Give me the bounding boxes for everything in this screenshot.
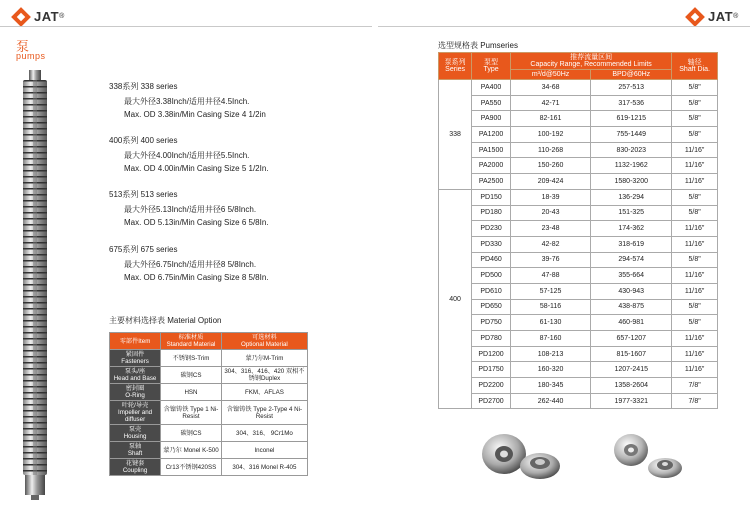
spec-m3: 61-130 — [510, 315, 590, 331]
page-title-cn: 泵 — [16, 39, 30, 54]
spec-header-bpd: BPD@60Hz — [591, 70, 672, 80]
brand-reg: ® — [59, 13, 65, 20]
spec-shaft: 11/16" — [672, 174, 718, 190]
series-400 — [109, 134, 269, 176]
spec-bpd: 317-536 — [591, 95, 672, 111]
spec-row — [439, 331, 718, 347]
spec-m3: 42-71 — [510, 95, 590, 111]
series-heading: 675系列 675 series — [109, 245, 178, 254]
spec-row — [439, 252, 718, 268]
spec-bpd: 430-943 — [591, 283, 672, 299]
material-row — [110, 459, 308, 476]
page-title-en: pumps — [16, 51, 46, 61]
top-divider-right — [378, 26, 750, 27]
spec-m3: 262-440 — [510, 393, 590, 409]
spec-row — [439, 393, 718, 409]
spec-row — [439, 315, 718, 331]
series-line-cn: 最大外径6.75Inch/适用井径8 5/8Inch. — [124, 259, 257, 269]
material-item: 泵壳 Housing — [110, 425, 161, 442]
material-optional: 304、316 Monel R-405 — [221, 459, 307, 476]
brand-diamond-icon — [685, 7, 705, 27]
spec-shaft: 11/16" — [672, 268, 718, 284]
spec-bpd: 1132-1962 — [591, 158, 672, 174]
material-row — [110, 442, 308, 459]
series-heading: 338系列 338 series — [109, 82, 178, 91]
spec-shaft: 5/8" — [672, 315, 718, 331]
spec-row — [439, 299, 718, 315]
series-675 — [109, 243, 269, 285]
material-table — [109, 332, 308, 476]
series-338 — [109, 80, 266, 122]
material-item: 紧固件 Fasteners — [110, 350, 161, 367]
spec-row — [439, 158, 718, 174]
material-item: 花键套 Coupling — [110, 459, 161, 476]
spec-row — [439, 142, 718, 158]
spec-type: PD1750 — [472, 362, 511, 378]
spec-shaft: 5/8" — [672, 80, 718, 96]
spec-type: PD2200 — [472, 378, 511, 394]
material-table-title: 主要材料选择表 Material Option — [109, 316, 222, 325]
material-item: 叶轮/导壳 Impeller and diffuser — [110, 401, 161, 425]
spec-bpd: 1977-3321 — [591, 393, 672, 409]
spec-header-m3: m³/d@50Hz — [510, 70, 590, 80]
series-line-en: Max. OD 5.13in/Min Casing Size 6 5/8In. — [124, 218, 269, 227]
spec-shaft: 11/16" — [672, 331, 718, 347]
spec-shaft: 5/8" — [672, 205, 718, 221]
spec-shaft: 5/8" — [672, 299, 718, 315]
spec-type: PD500 — [472, 268, 511, 284]
spec-shaft: 5/8" — [672, 127, 718, 143]
spec-type: PD330 — [472, 236, 511, 252]
series-513 — [109, 188, 269, 230]
spec-m3: 87-160 — [510, 331, 590, 347]
spec-m3: 110-268 — [510, 142, 590, 158]
spec-shaft: 11/16" — [672, 221, 718, 237]
spec-shaft: 7/8" — [672, 378, 718, 394]
spec-type: PD610 — [472, 283, 511, 299]
series-line-en: Max. OD 4.00in/Min Casing Size 5 1/2In. — [124, 164, 269, 173]
material-standard: 含镍铸铁 Type 1 Ni-Resist — [161, 401, 222, 425]
spec-m3: 34-68 — [510, 80, 590, 96]
spec-row — [439, 111, 718, 127]
spec-bpd: 174-362 — [591, 221, 672, 237]
material-row — [110, 384, 308, 401]
series-line-en: Max. OD 3.38in/Min Casing Size 4 1/2in — [124, 110, 266, 119]
spec-m3: 18-39 — [510, 189, 590, 205]
spec-type: PD230 — [472, 221, 511, 237]
spec-bpd: 438-875 — [591, 299, 672, 315]
spec-type: PD750 — [472, 315, 511, 331]
material-row — [110, 425, 308, 442]
spec-series: 338 — [439, 80, 472, 190]
series-line-en: Max. OD 6.75in/Min Casing Size 8 5/8In. — [124, 273, 269, 282]
spec-m3: 160-320 — [510, 362, 590, 378]
spec-table-title: 选型规格表 Pumseries — [438, 41, 519, 50]
spec-row — [439, 362, 718, 378]
material-item: 泵轴 Shaft — [110, 442, 161, 459]
spec-row — [439, 189, 718, 205]
spec-bpd: 1358-2604 — [591, 378, 672, 394]
material-header-item: 零部件Item — [110, 333, 161, 350]
spec-type: PA900 — [472, 111, 511, 127]
material-row — [110, 401, 308, 425]
spec-row — [439, 221, 718, 237]
spec-row — [439, 268, 718, 284]
spec-bpd: 755-1449 — [591, 127, 672, 143]
spec-type: PA1500 — [472, 142, 511, 158]
top-divider-left — [0, 26, 372, 27]
brand-reg: ® — [733, 13, 739, 20]
spec-bpd: 136-294 — [591, 189, 672, 205]
spec-type: PD780 — [472, 331, 511, 347]
spec-m3: 150-260 — [510, 158, 590, 174]
spec-type: PA1200 — [472, 127, 511, 143]
impeller-photo-1 — [478, 426, 568, 486]
spec-bpd: 1207-2415 — [591, 362, 672, 378]
spec-type: PD650 — [472, 299, 511, 315]
material-standard: 不锈钢S-Trim — [161, 350, 222, 367]
spec-row — [439, 95, 718, 111]
spec-m3: 57-125 — [510, 283, 590, 299]
spec-m3: 209-424 — [510, 174, 590, 190]
material-row — [110, 350, 308, 367]
material-item: 密封圈 O-Ring — [110, 384, 161, 401]
material-header-standard: 标准材质 Standard Material — [161, 333, 222, 350]
spec-m3: 42-82 — [510, 236, 590, 252]
spec-bpd: 619-1215 — [591, 111, 672, 127]
material-standard: HSN — [161, 384, 222, 401]
spec-bpd: 294-574 — [591, 252, 672, 268]
material-optional: 蒙乃尔M-Trim — [221, 350, 307, 367]
spec-m3: 180-345 — [510, 378, 590, 394]
spec-shaft: 11/16" — [672, 283, 718, 299]
spec-bpd: 1580-3200 — [591, 174, 672, 190]
spec-row — [439, 283, 718, 299]
spec-header-range: 推荐流量区间 Capacity Range, Recommended Limits — [510, 53, 671, 70]
spec-m3: 108-213 — [510, 346, 590, 362]
spec-m3: 39-76 — [510, 252, 590, 268]
impeller-photo-2 — [605, 426, 695, 486]
spec-m3: 47-88 — [510, 268, 590, 284]
spec-type: PA2500 — [472, 174, 511, 190]
spec-type: PA550 — [472, 95, 511, 111]
spec-row — [439, 127, 718, 143]
spec-header-shaft: 轴径 Shaft Dia. — [672, 53, 718, 80]
brand-diamond-icon — [11, 7, 31, 27]
spec-type: PD2700 — [472, 393, 511, 409]
spec-type: PA400 — [472, 80, 511, 96]
spec-shaft: 11/16" — [672, 142, 718, 158]
spec-bpd: 830-2023 — [591, 142, 672, 158]
brand-name: JAT — [708, 9, 734, 24]
spec-type: PD150 — [472, 189, 511, 205]
material-row — [110, 367, 308, 384]
spec-row — [439, 80, 718, 96]
spec-shaft: 7/8" — [672, 393, 718, 409]
pump-illustration — [20, 70, 50, 500]
spec-row — [439, 346, 718, 362]
brand-logo-right — [688, 9, 738, 24]
material-optional: 304、316、 9Cr1Mo — [221, 425, 307, 442]
material-standard: Cr13不锈钢420SS — [161, 459, 222, 476]
series-line-cn: 最大外径5.13Inch/适用井径6 5/8Inch. — [124, 204, 257, 214]
spec-m3: 23-48 — [510, 221, 590, 237]
spec-m3: 100-192 — [510, 127, 590, 143]
spec-bpd: 815-1607 — [591, 346, 672, 362]
material-optional: 304、316、416、420 双相不锈钢Duplex — [221, 367, 307, 384]
series-line-cn: 最大外径4.00Inch/适用井径5.5Inch. — [124, 150, 250, 160]
spec-type: PD1200 — [472, 346, 511, 362]
spec-row — [439, 236, 718, 252]
brand-name: JAT — [34, 9, 60, 24]
spec-bpd: 657-1207 — [591, 331, 672, 347]
spec-m3: 20-43 — [510, 205, 590, 221]
spec-shaft: 11/16" — [672, 362, 718, 378]
spec-shaft: 11/16" — [672, 158, 718, 174]
spec-bpd: 318-619 — [591, 236, 672, 252]
material-optional: FKM、AFLAS — [221, 384, 307, 401]
spec-header-series: 泵系列 Series — [439, 53, 472, 80]
spec-m3: 82-161 — [510, 111, 590, 127]
spec-shaft: 5/8" — [672, 189, 718, 205]
spec-row — [439, 378, 718, 394]
spec-shaft: 5/8" — [672, 111, 718, 127]
spec-bpd: 257-513 — [591, 80, 672, 96]
spec-shaft: 5/8" — [672, 252, 718, 268]
material-optional: 含镍铸铁 Type 2-Type 4 Ni-Resist — [221, 401, 307, 425]
spec-table — [438, 52, 718, 409]
spec-bpd: 355-664 — [591, 268, 672, 284]
spec-type: PD180 — [472, 205, 511, 221]
spec-header-type: 泵型 Type — [472, 53, 511, 80]
spec-bpd: 151-325 — [591, 205, 672, 221]
series-line-cn: 最大外径3.38Inch/适用井径4.5Inch. — [124, 96, 250, 106]
spec-series: 400 — [439, 189, 472, 409]
material-header-optional: 可选材料 Optional Material — [221, 333, 307, 350]
material-standard: 碳钢CS — [161, 425, 222, 442]
series-heading: 400系列 400 series — [109, 136, 178, 145]
spec-shaft: 11/16" — [672, 236, 718, 252]
material-item: 泵头/座 Head and Base — [110, 367, 161, 384]
brand-logo-left — [14, 9, 64, 24]
spec-type: PA2000 — [472, 158, 511, 174]
spec-shaft: 5/8" — [672, 95, 718, 111]
spec-row — [439, 205, 718, 221]
spec-bpd: 460-981 — [591, 315, 672, 331]
material-standard: 碳钢CS — [161, 367, 222, 384]
material-standard: 蒙乃尔 Monel K-500 — [161, 442, 222, 459]
spec-type: PD460 — [472, 252, 511, 268]
spec-m3: 58-116 — [510, 299, 590, 315]
series-heading: 513系列 513 series — [109, 190, 178, 199]
spec-row — [439, 174, 718, 190]
spec-shaft: 11/16" — [672, 346, 718, 362]
material-optional: Inconel — [221, 442, 307, 459]
